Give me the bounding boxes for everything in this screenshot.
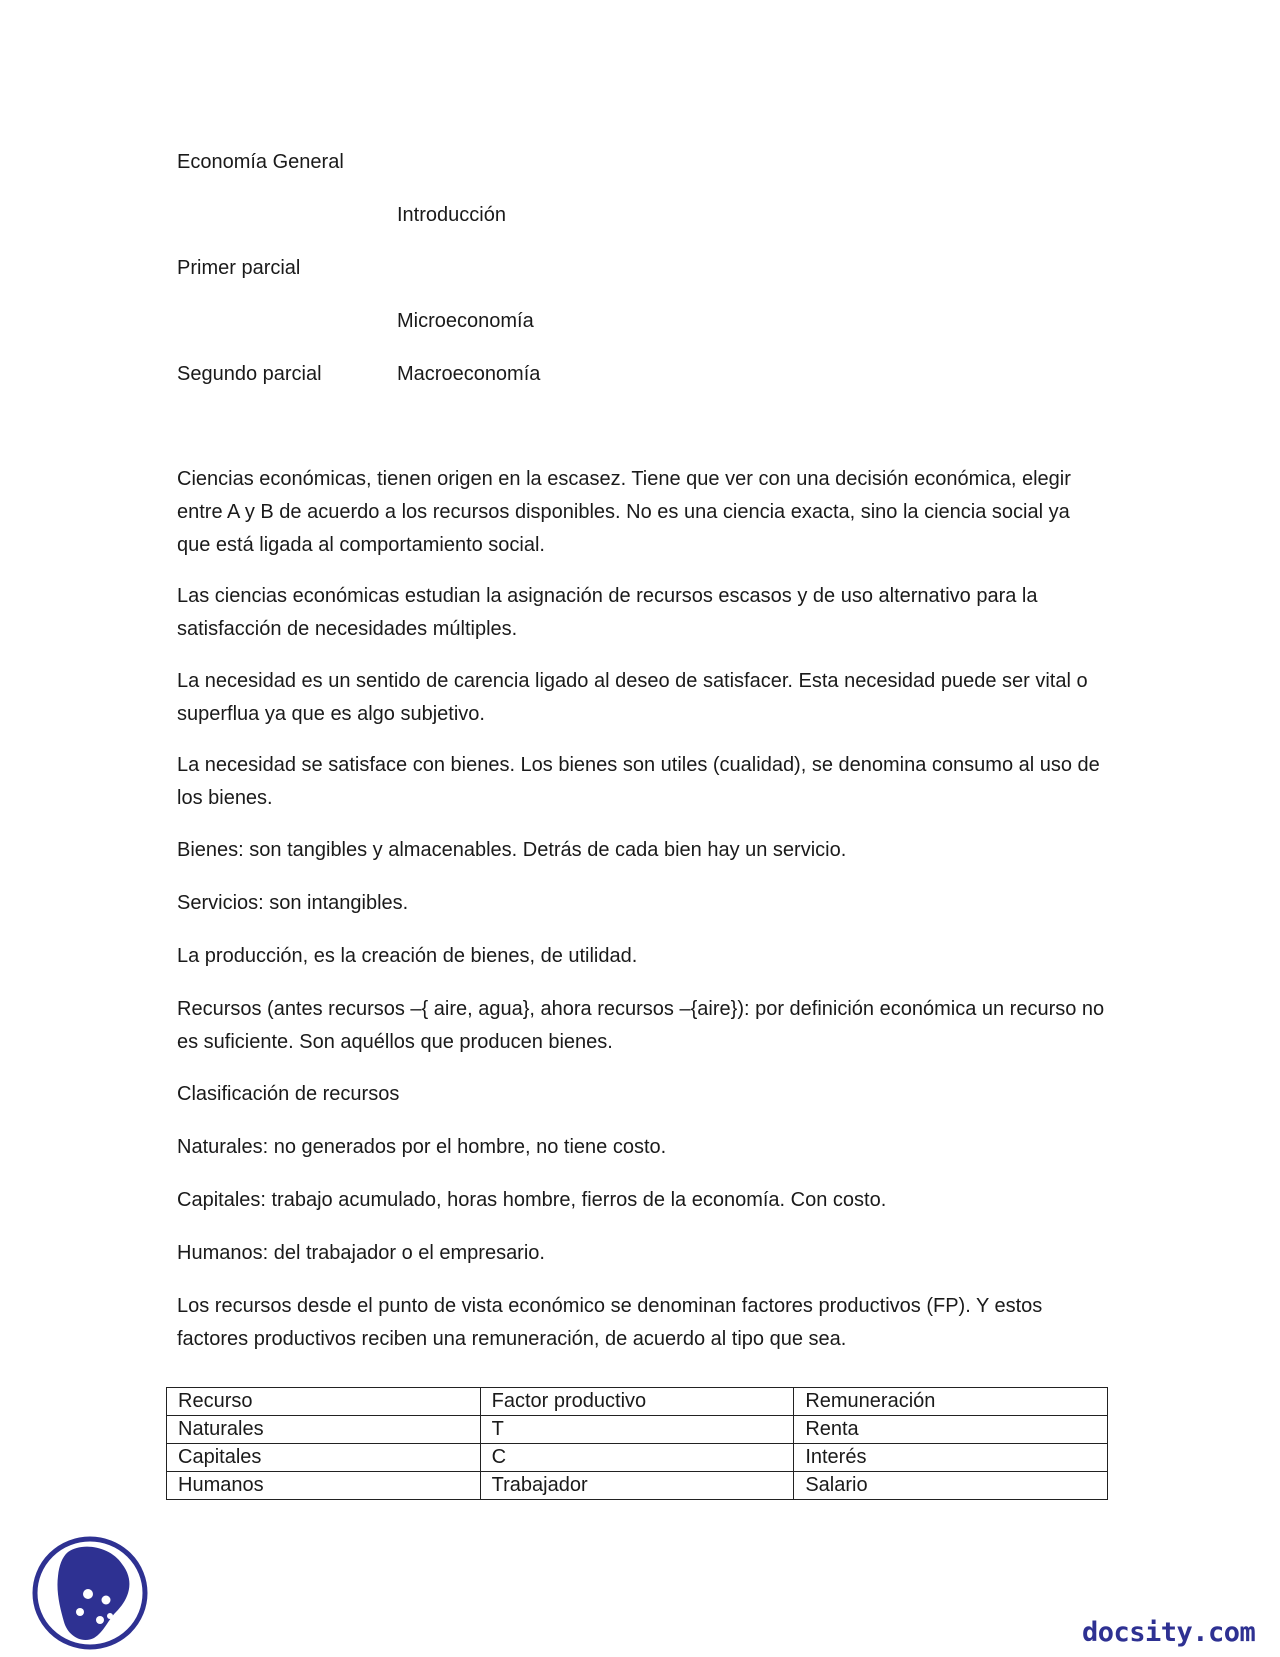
- paragraph: Recursos (antes recursos –{ aire, agua}, ahora recursos –{aire}): por definición económica un recurso no es suficiente. Son aquéllos que producen bienes.: [177, 998, 1105, 1053]
- table-cell: Interés: [794, 1444, 1108, 1472]
- paragraph: Humanos: del trabajador o el empresario.: [177, 1242, 545, 1264]
- table-row: [167, 1444, 1108, 1472]
- paragraph: Servicios: son intangibles.: [177, 892, 409, 914]
- docsity-brand-link[interactable]: docsity.com: [1082, 1617, 1256, 1648]
- resources-table: [166, 1387, 1108, 1500]
- section-heading: Clasificación de recursos: [177, 1083, 400, 1105]
- micro-label: Microeconomía: [397, 310, 534, 332]
- paragraph: Ciencias económicas, tienen origen en la escasez. Tiene que ver con una decisión económica, elegir entre A y B de acuerdo a los recursos disponibles. No es una ciencia exacta, sino la ciencia social ya que está ligada al comportamiento social.: [177, 468, 1071, 556]
- table-header-cell: Factor productivo: [480, 1388, 794, 1416]
- intro-label: Introducción: [397, 204, 506, 226]
- table-row: [167, 1472, 1108, 1500]
- table-cell: C: [480, 1444, 794, 1472]
- paragraph: Bienes: son tangibles y almacenables. Detrás de cada bien hay un servicio.: [177, 839, 847, 861]
- table-cell: Renta: [794, 1416, 1108, 1444]
- table-cell: Humanos: [167, 1472, 481, 1500]
- table-cell: Salario: [794, 1472, 1108, 1500]
- docsity-logo-icon[interactable]: [30, 1532, 154, 1652]
- table-cell: Trabajador: [480, 1472, 794, 1500]
- paragraph: Las ciencias económicas estudian la asignación de recursos escasos y de uso alternativo para la satisfacción de necesidades múltiples.: [177, 585, 1038, 640]
- paragraph: La producción, es la creación de bienes, de utilidad.: [177, 945, 638, 967]
- paragraph: Los recursos desde el punto de vista económico se denominan factores productivos (FP). Y estos factores productivos reciben una remuneración, de acuerdo al tipo que sea.: [177, 1295, 1043, 1350]
- first-exam-label: Primer parcial: [177, 257, 301, 279]
- table-header-cell: Remuneración: [794, 1388, 1108, 1416]
- table-cell: T: [480, 1416, 794, 1444]
- table-cell: Naturales: [167, 1416, 481, 1444]
- table-cell: Capitales: [167, 1444, 481, 1472]
- table-header-cell: Recurso: [167, 1388, 481, 1416]
- paragraph: La necesidad se satisface con bienes. Los bienes son utiles (cualidad), se denomina consumo al uso de los bienes.: [177, 754, 1100, 809]
- course-title: Economía General: [177, 151, 344, 173]
- paragraph: Capitales: trabajo acumulado, horas hombre, fierros de la economía. Con costo.: [177, 1189, 887, 1211]
- paragraph: Naturales: no generados por el hombre, no tiene costo.: [177, 1136, 667, 1158]
- table-header-row: [167, 1388, 1108, 1416]
- second-exam-label: Segundo parcial: [177, 363, 322, 385]
- macro-label: Macroeconomía: [397, 363, 541, 385]
- table-row: [167, 1416, 1108, 1444]
- paragraph: La necesidad es un sentido de carencia ligado al deseo de satisfacer. Esta necesidad puede ser vital o superflua ya que es algo subjetivo.: [177, 670, 1088, 725]
